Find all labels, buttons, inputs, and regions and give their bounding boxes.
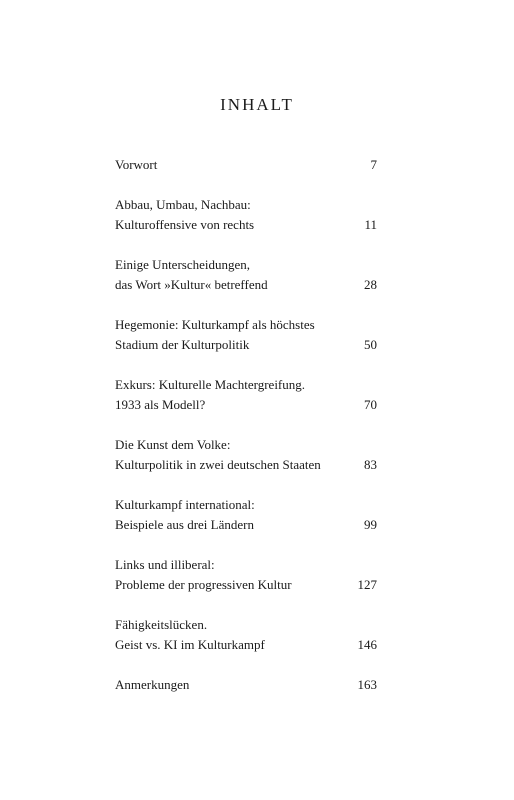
toc-entry-title: Abbau, Umbau, Nachbau:	[115, 197, 251, 212]
toc-entry-unterscheidungen	[115, 255, 377, 295]
toc-page-number: 11	[364, 217, 377, 232]
toc-entry-subtitle: 1933 als Modell?	[115, 397, 206, 412]
toc-entry-subtitle: Kulturoffensive von rechts	[115, 217, 255, 232]
toc-entry-subtitle: Kulturpolitik in zwei deutschen Staaten	[115, 457, 321, 472]
toc-entry-abbau	[115, 195, 377, 235]
toc-heading: INHALT	[220, 95, 294, 114]
toc-page-number: 163	[357, 677, 377, 692]
toc-entry-title: Kulturkampf international:	[115, 497, 255, 512]
toc-entry-subtitle: Stadium der Kulturpolitik	[115, 337, 250, 352]
toc-page-number: 28	[364, 277, 377, 292]
toc-page-number: 50	[364, 337, 377, 352]
toc-entry-exkurs	[115, 375, 377, 415]
toc-page-number: 146	[357, 637, 377, 652]
toc-entry-subtitle: Beispiele aus drei Ländern	[115, 517, 254, 532]
toc-entry-title: Hegemonie: Kulturkampf als höchstes	[115, 317, 315, 332]
toc-page-number: 83	[364, 457, 377, 472]
toc-entry-title: Vorwort	[115, 157, 158, 172]
toc-entry-title: Exkurs: Kulturelle Machtergreifung.	[115, 377, 306, 392]
toc-page-number: 7	[370, 157, 377, 172]
toc-entry-anmerkungen	[115, 675, 377, 695]
toc-entry-hegemonie	[115, 315, 377, 355]
toc-entry-title: Einige Unterscheidungen,	[115, 257, 251, 272]
toc-page-number: 70	[364, 397, 377, 412]
toc-page-number: 127	[357, 577, 377, 592]
toc-entry-links	[115, 555, 377, 595]
toc-entry-title: Links und illiberal:	[115, 557, 215, 572]
toc-entry-subtitle: Probleme der progressiven Kultur	[115, 577, 292, 592]
toc-entry-title: Die Kunst dem Volke:	[115, 437, 231, 452]
toc-entry-subtitle: Geist vs. KI im Kulturkampf	[115, 637, 265, 652]
toc-list	[115, 155, 377, 715]
toc-entry-faehigkeitsluecken	[115, 615, 377, 655]
toc-entry-vorwort	[115, 155, 377, 175]
toc-page-number: 99	[364, 517, 377, 532]
toc-entry-international	[115, 495, 377, 535]
toc-entry-kunst	[115, 435, 377, 475]
toc-entry-subtitle: das Wort »Kultur« betreffend	[115, 277, 268, 292]
toc-entry-title: Anmerkungen	[115, 677, 190, 692]
toc-entry-title: Fähigkeitslücken.	[115, 617, 208, 632]
